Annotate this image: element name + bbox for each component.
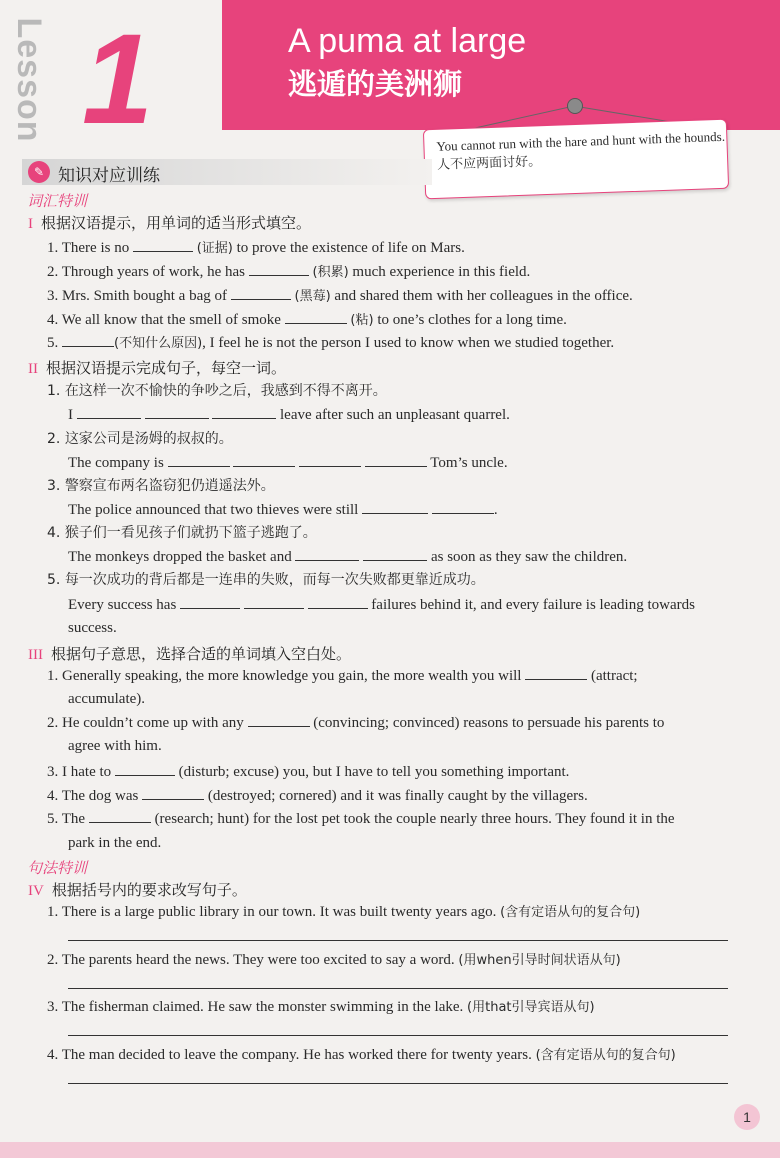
item-requirement: (用when引导时间状语从句): [458, 953, 621, 968]
item-text: to prove the existence of life on Mars.: [236, 240, 465, 256]
item-text: (destroyed; cornered) and it was finally caught by the villagers.: [207, 788, 588, 804]
item-number: 5.: [47, 572, 61, 588]
syntax-heading: 句法特训: [27, 859, 88, 877]
item-text: The police announced that two thieves were still: [68, 502, 359, 518]
item-hint: (粘): [350, 313, 374, 328]
lesson-title-cn: 逃遁的美洲狮: [288, 67, 463, 101]
part-4-instruction: [28, 879, 247, 900]
part-4-text: 根据括号内的要求改写句子。: [51, 881, 247, 899]
exercise-item: [47, 309, 567, 331]
exercise-answer-line: [68, 546, 627, 567]
part-2-instruction: [28, 357, 286, 378]
item-chinese: 猴子们一看见孩子们就扔下篮子逃跑了。: [64, 525, 317, 541]
item-requirement: (含有定语从句的复合句): [500, 905, 641, 920]
answer-blank[interactable]: [363, 546, 427, 561]
item-text: (attract;: [590, 668, 638, 684]
part-2-roman: II: [28, 361, 38, 377]
answer-blank[interactable]: [212, 404, 276, 419]
item-number: 2.: [47, 431, 61, 447]
item-chinese: 警察宣布两名盗窃犯仍逍遥法外。: [64, 478, 275, 494]
item-number: 1.: [47, 383, 61, 399]
part-1-text: 根据汉语提示，用单词的适当形式填空。: [41, 214, 312, 232]
item-number: 5.: [47, 335, 59, 351]
item-text: and shared them with her colleagues in the office.: [334, 288, 633, 304]
rewrite-item: [47, 997, 595, 1018]
item-text: The parents heard the news. They were too excited to say a word.: [61, 952, 455, 968]
item-text: Generally speaking, the more knowledge you gain, the more wealth you will: [62, 668, 522, 684]
answer-blank[interactable]: [308, 594, 368, 609]
item-number: 3.: [47, 478, 61, 494]
item-text: (convincing; convinced) reasons to persuade his parents to: [313, 715, 665, 731]
answer-blank[interactable]: [249, 261, 309, 276]
exercise-answer-line: [68, 594, 695, 615]
item-hint: (黑莓): [294, 289, 331, 304]
item-text: There is no: [61, 240, 130, 256]
answer-line[interactable]: [68, 1083, 728, 1084]
item-number: 5.: [47, 811, 59, 827]
exercise-item: [47, 332, 614, 354]
item-text: leave after such an unpleasant quarrel.: [280, 407, 510, 423]
item-number: 4.: [47, 312, 59, 328]
part-3-roman: III: [28, 647, 43, 663]
answer-blank[interactable]: [285, 309, 347, 324]
item-text: We all know that the smell of smoke: [61, 312, 281, 328]
exercise-item-cn: [47, 476, 275, 496]
item-number: 4.: [47, 525, 61, 541]
item-number: 3.: [47, 288, 59, 304]
item-number: 1.: [47, 668, 59, 684]
pin-icon: [567, 98, 583, 114]
exercise-item: [47, 712, 664, 733]
item-text: to one’s clothes for a long time.: [377, 312, 567, 328]
exercise-item-cn: [47, 381, 387, 401]
item-text: , I feel he is not the person I used to know when we studied together.: [202, 335, 615, 351]
item-text: I hate to: [62, 764, 112, 780]
rewrite-item: [47, 1045, 676, 1066]
exercise-continuation: agree with him.: [68, 738, 162, 754]
proverb-english: You cannot run with the hare and hunt with the hounds.: [436, 128, 726, 154]
answer-blank[interactable]: [180, 594, 240, 609]
section-title: 知识对应训练: [58, 166, 160, 186]
answer-blank[interactable]: [244, 594, 304, 609]
item-text: failures behind it, and every failure is leading towards: [371, 597, 695, 613]
part-4-roman: IV: [28, 883, 44, 899]
item-hint: (证据): [196, 241, 233, 256]
answer-blank[interactable]: [133, 237, 193, 252]
item-text: He couldn’t come up with any: [62, 715, 244, 731]
lesson-label: Lesson: [10, 17, 49, 143]
answer-blank[interactable]: [248, 712, 310, 727]
part-3-text: 根据句子意思，选择合适的单词填入空白处。: [51, 645, 352, 663]
exercise-item-cn: [47, 570, 485, 590]
answer-blank[interactable]: [115, 761, 175, 776]
item-requirement: (用that引导宾语从句): [467, 1000, 595, 1015]
item-text: The: [61, 811, 86, 827]
item-text: Tom’s uncle.: [430, 455, 508, 471]
item-text: .: [493, 502, 498, 518]
exercise-item: [47, 785, 588, 806]
exercise-item: [47, 261, 530, 283]
item-chinese: 在这样一次不愉快的争吵之后，我感到不得不离开。: [64, 383, 387, 399]
page-number: 1: [734, 1104, 760, 1130]
answer-blank[interactable]: [62, 332, 114, 347]
item-text: The fisherman claimed. He saw the monster swimming in the lake.: [61, 999, 464, 1015]
exercise-item-cn: [47, 523, 317, 543]
exercise-continuation: success.: [68, 620, 117, 636]
exercise-item: [47, 237, 465, 259]
vocab-heading: 词汇特训: [27, 192, 88, 210]
item-number: 4.: [47, 788, 59, 804]
exercise-answer-line: [68, 452, 508, 473]
item-number: 2.: [47, 264, 59, 280]
answer-blank[interactable]: [233, 452, 295, 467]
exercise-answer-line: [68, 499, 498, 520]
answer-blank[interactable]: [365, 452, 427, 467]
item-hint: (不知什么原因): [114, 336, 203, 351]
answer-blank[interactable]: [168, 452, 230, 467]
item-chinese: 每一次成功的背后都是一连串的失败，而每一次失败都更靠近成功。: [64, 572, 485, 588]
exercise-item: [47, 761, 569, 782]
item-text: (research; hunt) for the lost pet took the couple nearly three hours. They found it in the: [154, 811, 675, 827]
answer-line[interactable]: [68, 940, 728, 941]
item-number: 2.: [47, 952, 59, 968]
exercise-item: [47, 808, 675, 829]
item-text: The man decided to leave the company. He has worked there for twenty years.: [61, 1047, 532, 1063]
item-number: 4.: [47, 1047, 59, 1063]
document-icon: ✎: [28, 161, 50, 183]
part-1-roman: I: [28, 216, 33, 232]
item-text: Mrs. Smith bought a bag of: [62, 288, 227, 304]
item-hint: (积累): [312, 265, 349, 280]
item-number: 3.: [47, 764, 59, 780]
item-text: Through years of work, he has: [61, 264, 246, 280]
item-text: I: [68, 407, 73, 423]
answer-blank[interactable]: [362, 499, 428, 514]
exercise-item-cn: [47, 429, 233, 449]
answer-blank[interactable]: [295, 546, 359, 561]
part-2-text: 根据汉语提示完成句子，每空一词。: [46, 359, 287, 377]
answer-blank[interactable]: [145, 404, 209, 419]
item-text: The dog was: [61, 788, 139, 804]
part-3-instruction: [28, 643, 351, 664]
answer-blank[interactable]: [77, 404, 141, 419]
item-text: much experience in this field.: [352, 264, 531, 280]
part-1-instruction: [28, 212, 311, 233]
answer-blank[interactable]: [432, 499, 494, 514]
item-chinese: 这家公司是汤姆的叔叔的。: [64, 431, 233, 447]
item-requirement: (含有定语从句的复合句): [535, 1048, 676, 1063]
rewrite-item: [47, 902, 640, 923]
lesson-title-en: A puma at large: [288, 22, 527, 60]
item-text: There is a large public library in our town. It was built twenty years ago.: [61, 904, 497, 920]
exercise-continuation: park in the end.: [68, 835, 162, 851]
answer-line[interactable]: [68, 1035, 728, 1036]
item-number: 1.: [47, 240, 59, 256]
item-number: 2.: [47, 715, 59, 731]
item-text: The monkeys dropped the basket and: [68, 549, 292, 565]
item-number: 3.: [47, 999, 59, 1015]
lesson-number: 1: [82, 8, 154, 151]
answer-blank[interactable]: [89, 808, 151, 823]
item-number: 1.: [47, 904, 59, 920]
answer-blank[interactable]: [299, 452, 361, 467]
answer-blank[interactable]: [525, 665, 587, 680]
item-text: as soon as they saw the children.: [430, 549, 628, 565]
proverb-card: [423, 119, 729, 200]
answer-blank[interactable]: [231, 285, 291, 300]
item-text: (disturb; excuse) you, but I have to tell you something important.: [178, 764, 570, 780]
proverb-chinese: 人不应两面讨好。: [436, 154, 542, 173]
item-text: Every success has: [68, 597, 177, 613]
bottom-band: [0, 1142, 780, 1158]
exercise-item: [47, 285, 633, 307]
item-text: The company is: [68, 455, 164, 471]
exercise-answer-line: [68, 404, 510, 425]
exercise-continuation: accumulate).: [68, 691, 146, 707]
exercise-item: [47, 665, 638, 686]
rewrite-item: [47, 950, 621, 971]
answer-line[interactable]: [68, 988, 728, 989]
answer-blank[interactable]: [142, 785, 204, 800]
